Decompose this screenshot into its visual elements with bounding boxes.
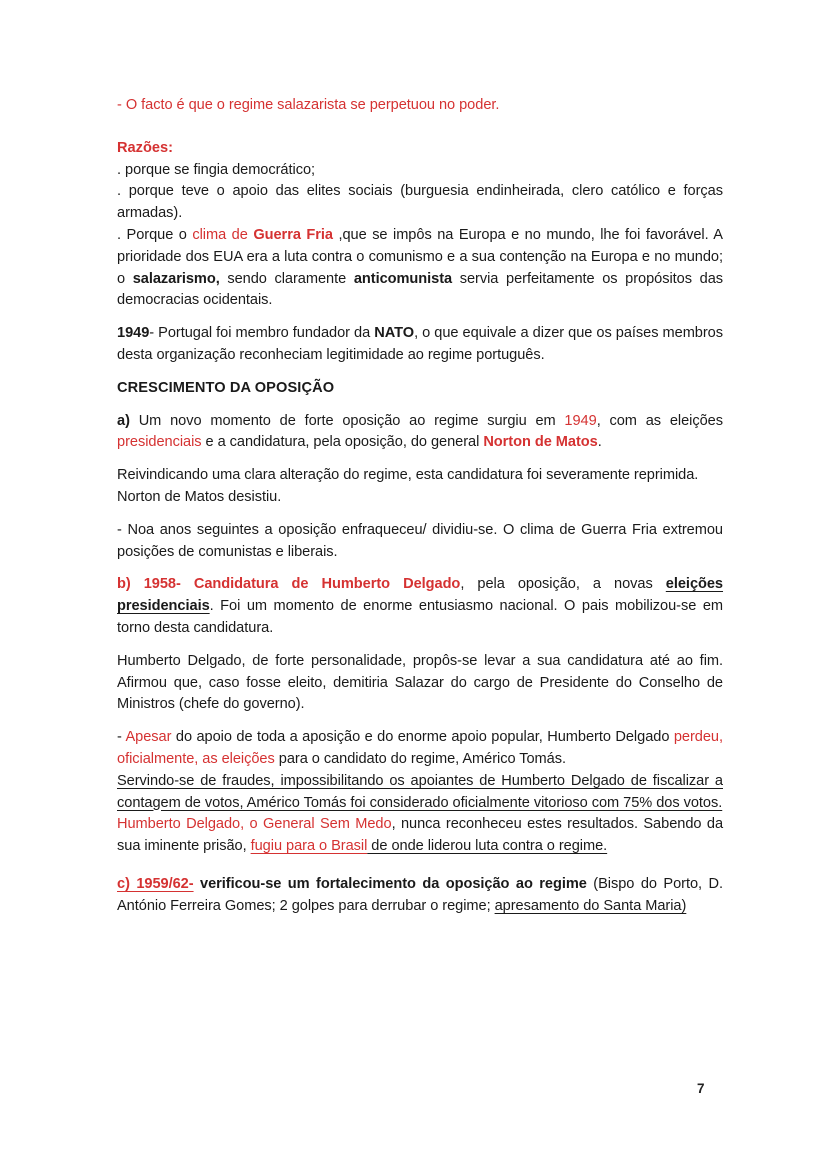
item-a-marker: a) xyxy=(117,412,130,429)
paragraph-reivindicando: Reivindicando uma clara alteração do regime, esta candidatura foi severamente reprimida. xyxy=(117,467,699,484)
item-b-text-2: . Foi um momento de enorme entusiasmo nacional. O pais mobilizou-se em torno desta candidatura. xyxy=(117,598,723,636)
item-a-presidenciais: presidenciais xyxy=(117,434,202,451)
item-a-year: 1949 xyxy=(564,412,597,429)
spacer xyxy=(117,400,723,411)
page-number: 7 xyxy=(697,1081,705,1096)
apesar-dash: - xyxy=(117,729,126,746)
general-sem-medo-text-2: de onde liderou luta contra o regime. xyxy=(367,838,608,855)
paragraph-item-b xyxy=(117,574,723,639)
nato-acronym: NATO xyxy=(374,325,415,342)
paragraph-intro-line xyxy=(117,95,723,117)
razao-3-anticomunista: anticomunista xyxy=(353,270,453,287)
item-a-text-2: , com as eleições xyxy=(596,412,723,429)
item-b-text-1: , pela oposição, a novas xyxy=(460,576,666,593)
razao-3-mid: sendo claramente xyxy=(219,270,354,287)
razoes-heading: Razões: xyxy=(117,139,173,156)
intro-line-text: - O facto é que o regime salazarista se perpetuou no poder. xyxy=(117,97,500,113)
spacer xyxy=(117,716,723,727)
paragraph-razao-3 xyxy=(117,225,723,312)
razao-3-after: ,que se impôs na Europa e no mundo, lhe foi favorável. A prioridade dos EUA era a luta contra o comunismo e a sua contenção na Europa e no mundo; o xyxy=(117,226,723,287)
section-heading-crescimento: CRESCIMENTO DA OPOSIÇÃO xyxy=(117,379,335,396)
servindo-underlined-text: Servindo-se de fraudes, impossibilitando os apoiantes de Humberto Delgado de fiscalizar a contagem de votos, Américo Tomás foi considerado oficialmente vitorioso com 75% dos votos. xyxy=(117,772,723,811)
apesar-text-2: para o candidato do regime, Américo Tomás. xyxy=(274,750,566,767)
apesar-red-word: Apesar xyxy=(125,729,172,746)
apesar-red-phrase: perdeu, oficialmente, as eleições xyxy=(117,729,724,767)
paragraph-razao-2: . porque teve o apoio das elites sociais (burguesia endinheirada, clero católico e forças armadas). xyxy=(117,183,723,222)
apesar-text-1: do apoio de toda a aposição e do enorme apoio popular, Humberto Delgado xyxy=(171,729,674,746)
general-sem-medo-text-1: , nunca reconheceu estes resultados. Sabendo da sua iminente prisão, xyxy=(117,816,724,855)
razao-3-tail: servia perfeitamente os propósitos das democracias ocidentais. xyxy=(117,270,724,309)
nato-year: 1949 xyxy=(117,325,150,342)
spacer xyxy=(117,509,723,520)
paragraph-item-c xyxy=(117,874,723,918)
item-b-eleicoes-presidenciais: eleições presidenciais xyxy=(117,576,724,615)
razao-3-lead: . Porque o xyxy=(117,226,193,243)
fugiu-para-o-brasil: fugiu para o Brasil xyxy=(250,838,368,855)
item-c-marker: c) 1959/62- xyxy=(117,875,194,892)
spacer xyxy=(117,563,723,574)
spacer xyxy=(117,858,723,874)
paragraph-desistiu: Norton de Matos desistiu. xyxy=(117,488,282,505)
spacer xyxy=(117,367,723,378)
item-a-norton-de-matos: Norton de Matos xyxy=(483,434,598,451)
item-c-bold-text: verificou-se um fortalecimento da oposição ao regime xyxy=(193,875,587,892)
item-c-underline-text: apresamento do Santa Maria) xyxy=(494,897,687,914)
paragraph-razao-1: . porque se fingia democrático; xyxy=(117,161,316,178)
nato-part-1: - Portugal foi membro fundador da xyxy=(149,325,375,342)
razao-3-salazarismo: salazarismo, xyxy=(132,270,220,287)
item-a-text-1: Um novo momento de forte oposição ao regime surgiu em xyxy=(129,412,565,429)
paragraph-humberto: Humberto Delgado, de forte personalidade, propôs-se levar a sua candidatura até ao fim. Afirmou que, caso fosse eleito, demitiria Salazar do cargo de Presidente do Conselho de Ministros (chefe do governo). xyxy=(117,652,723,713)
general-sem-medo-red: Humberto Delgado, o General Sem Medo xyxy=(117,816,392,833)
document-body xyxy=(117,95,723,918)
spacer xyxy=(117,454,723,465)
paragraph-nato xyxy=(117,323,723,367)
paragraph-item-a xyxy=(117,411,723,455)
razao-3-red-plain: clima de xyxy=(192,226,254,243)
item-b-lead: b) 1958- Candidatura de Humberto Delgado xyxy=(117,576,461,593)
paragraph-apesar xyxy=(117,727,723,771)
razao-3-guerra-fria: Guerra Fria xyxy=(253,226,333,243)
item-a-text-4: . xyxy=(597,434,602,451)
spacer xyxy=(117,117,723,138)
item-c-plain-text: (Bispo do Porto, D. António Ferreira Gomes; 2 golpes para derrubar o regime; xyxy=(117,875,723,914)
paragraph-noa-anos: - Noa anos seguintes a oposição enfraqueceu/ dividiu-se. O clima de Guerra Fria extremou posições de comunistas e liberais. xyxy=(117,521,723,560)
paragraph-servindo xyxy=(117,771,723,815)
spacer xyxy=(117,640,723,651)
item-a-text-3: e a candidatura, pela oposição, do general xyxy=(201,434,484,451)
nato-part-2: , o que equivale a dizer que os países membros desta organização reconheciam legitimidade ao regime português. xyxy=(117,325,723,363)
paragraph-general-sem-medo xyxy=(117,814,723,858)
spacer xyxy=(117,312,723,323)
